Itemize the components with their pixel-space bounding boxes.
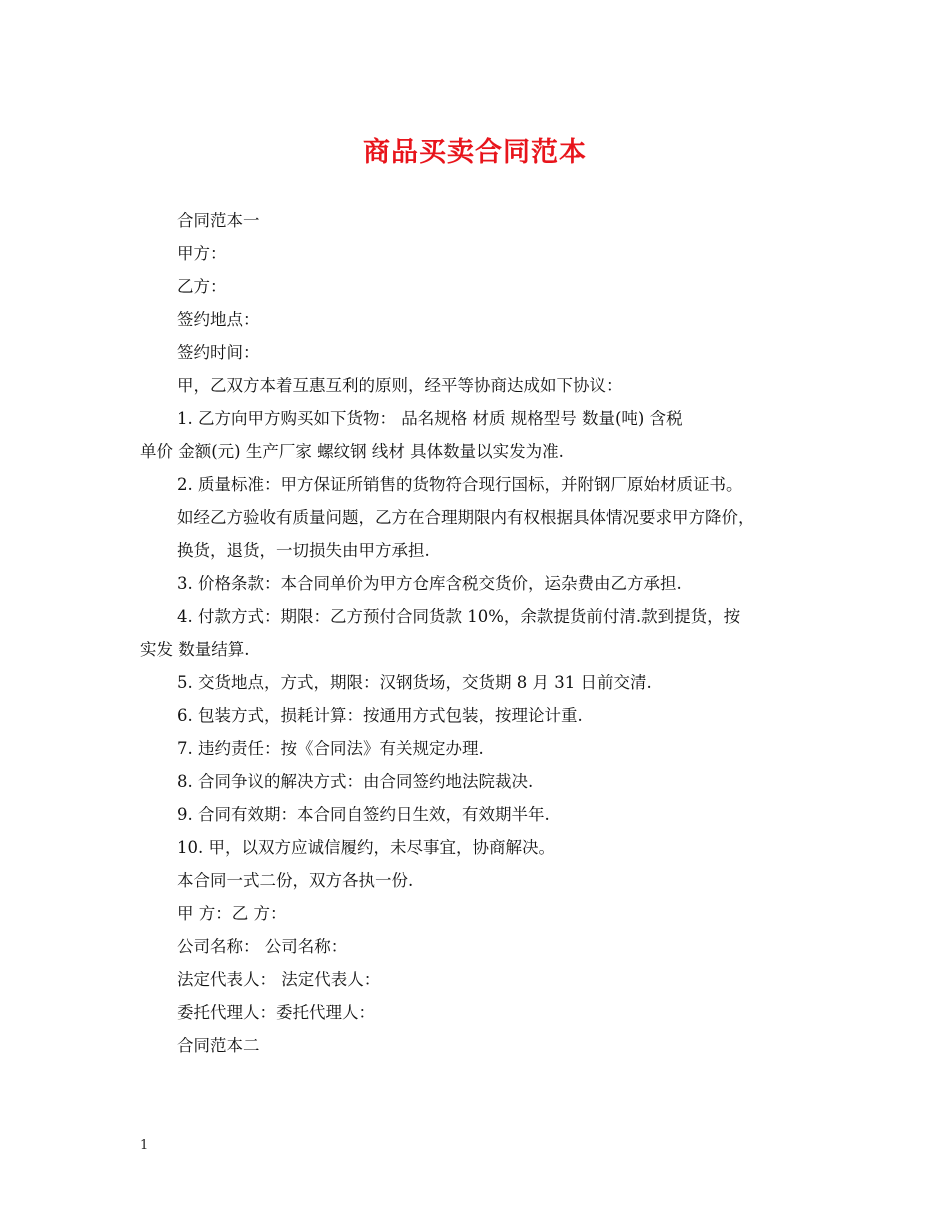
body-line: 甲，乙双方本着互惠互利的原则，经平等协商达成如下协议： bbox=[177, 376, 623, 395]
body-line: 单价 金额(元) 生产厂家 螺纹钢 线材 具体数量以实发为准. bbox=[140, 442, 564, 461]
body-line: 合同范本一 bbox=[177, 211, 260, 230]
body-line: 乙方： bbox=[177, 277, 227, 296]
body-line: 5. 交货地点，方式，期限：汉钢货场，交货期 8 月 31 日前交清. bbox=[177, 673, 652, 692]
body-line: 合同范本二 bbox=[177, 1036, 260, 1055]
body-line: 甲 方：乙 方： bbox=[177, 904, 287, 923]
body-line: 2. 质量标准：甲方保证所销售的货物符合现行国标，并附钢厂原始材质证书。 bbox=[177, 475, 743, 494]
document-body bbox=[140, 204, 820, 1062]
body-line: 8. 合同争议的解决方式：由合同签约地法院裁决. bbox=[177, 772, 534, 791]
body-line: 公司名称： 公司名称： bbox=[177, 937, 348, 956]
body-line: 10. 甲，以双方应诚信履约，未尽事宜，协商解决。 bbox=[177, 838, 555, 857]
body-line: 6. 包装方式，损耗计算：按通用方式包装，按理论计重. bbox=[177, 706, 583, 725]
body-line: 实发 数量结算. bbox=[140, 640, 250, 659]
body-line: 签约时间： bbox=[177, 343, 260, 362]
body-line: 甲方： bbox=[177, 244, 227, 263]
body-line: 如经乙方验收有质量问题，乙方在合理期限内有权根据具体情况要求甲方降价， bbox=[177, 508, 755, 527]
body-line: 9. 合同有效期：本合同自签约日生效，有效期半年. bbox=[177, 805, 550, 824]
body-line: 4. 付款方式：期限：乙方预付合同货款 10%，余款提货前付清.款到提货，按 bbox=[177, 607, 741, 626]
page-number: 1 bbox=[140, 1138, 149, 1153]
body-line: 签约地点： bbox=[177, 310, 260, 329]
body-line: 7. 违约责任：按《合同法》有关规定办理. bbox=[177, 739, 484, 758]
body-line: 1. 乙方向甲方购买如下货物： 品名规格 材质 规格型号 数量(吨) 含税 bbox=[177, 409, 683, 428]
body-line: 委托代理人：委托代理人： bbox=[177, 1003, 375, 1022]
body-line: 本合同一式二份，双方各执一份. bbox=[177, 871, 414, 890]
body-line: 法定代表人： 法定代表人： bbox=[177, 970, 381, 989]
document-title: 商品买卖合同范本 bbox=[363, 137, 587, 168]
body-line: 3. 价格条款：本合同单价为甲方仓库含税交货价，运杂费由乙方承担. bbox=[177, 574, 682, 593]
body-line: 换货，退货，一切损失由甲方承担. bbox=[177, 541, 430, 560]
